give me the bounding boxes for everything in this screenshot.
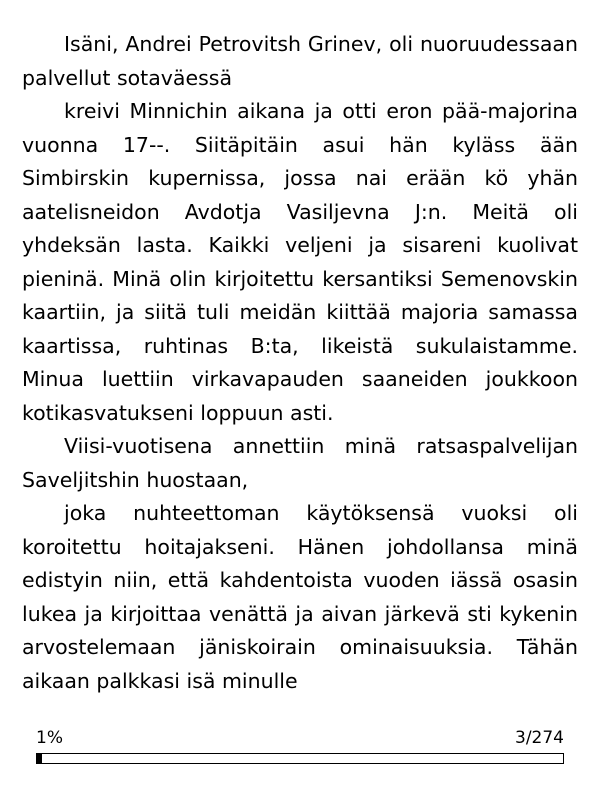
page-indicator: 3/274 (515, 728, 564, 748)
progress-percent-label: 1% (36, 728, 63, 748)
progress-bar[interactable] (36, 753, 564, 764)
paragraph: Viisi-vuotisena annettiin minä ratsaspalvelijan Saveljitshin huostaan, (22, 434, 578, 492)
paragraph: kreivi Minnichin aikana ja otti eron pää-majorina vuonna 17--. Siitäpitäin asui hän kyläss ään Simbirskin kupernissa, jossa nai erään kö yhän aatelisneidon Avdotja Vasiljevna J:n. Meitä oli yhdeksän lasta. Kaikki veljeni ja sisareni kuolivat pieninä. Minä olin kirjoitettu kersantiksi Semenovskin kaartiin, ja siitä tuli meidän kiittää majoria samassa kaartissa, ruhtinas B:ta, likeistä sukulaistamme. Minua luettiin virkavapauden saaneiden joukkoon kotikasvatukseni loppuun asti. (22, 99, 578, 425)
footer-status-row (36, 728, 564, 753)
progress-bar-fill (37, 754, 42, 763)
paragraph: joka nuhteettoman käytöksensä vuoksi oli koroitettu hoitajakseni. Hänen johdollansa minä edistyin niin, että kahdentoista vuoden iässä osasin lukea ja kirjoittaa venättä ja aivan järkevä sti kykenin arvostelemaan jäniskoirain ominaisuuksia. Tähän aikaan palkkasi isä minulle (22, 501, 578, 693)
paragraph: Isäni, Andrei Petrovitsh Grinev, oli nuoruudessaan palvellut sotaväessä (22, 32, 578, 90)
reader-footer (0, 728, 600, 800)
